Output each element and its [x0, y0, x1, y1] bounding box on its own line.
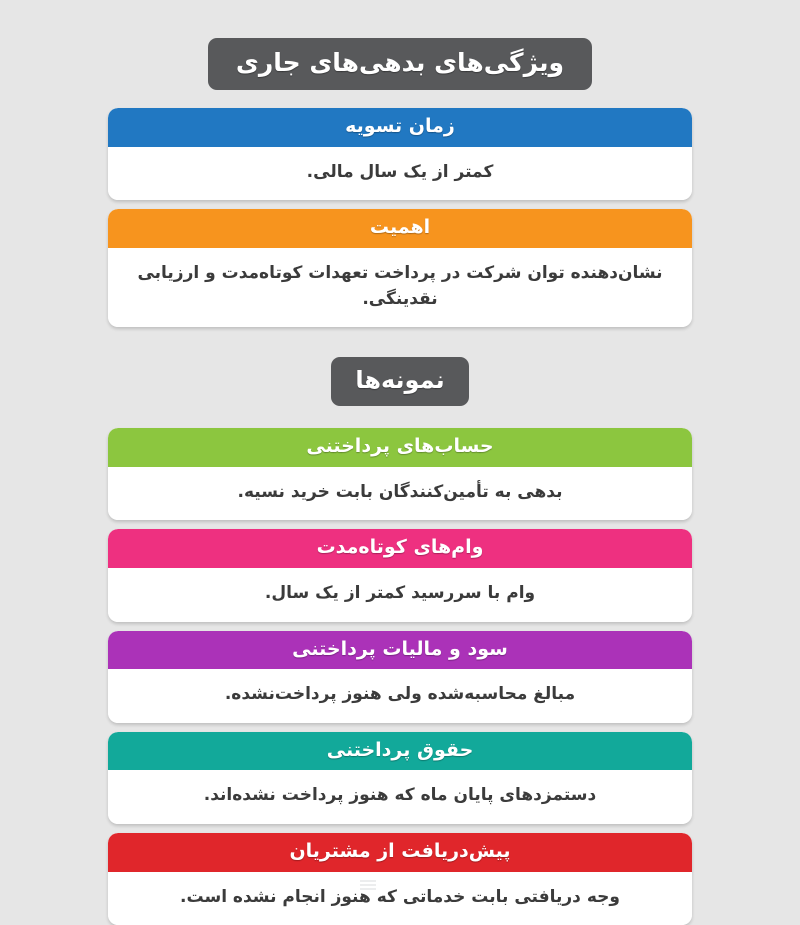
card-body-importance: نشان‌دهنده توان شرکت در پرداخت تعهدات کوتاه‌مدت و ارزیابی نقدینگی. [108, 248, 692, 327]
main-section-cards [108, 108, 692, 327]
card-settlement-time [108, 108, 692, 200]
card-accounts-payable [108, 428, 692, 520]
card-header-customer-advances: پیش‌دریافت از مشتریان [108, 833, 692, 872]
card-interest-and-tax-payable [108, 631, 692, 723]
card-body-customer-advances: وجه دریافتی بابت خدماتی که هنوز انجام نشده است. [108, 872, 692, 925]
main-section-title-container [0, 38, 800, 90]
card-importance [108, 209, 692, 327]
card-header-short-term-loans: وام‌های کوتاه‌مدت [108, 529, 692, 568]
card-body-interest-and-tax-payable: مبالغ محاسبه‌شده ولی هنوز پرداخت‌نشده. [108, 669, 692, 723]
card-header-settlement-time: زمان تسویه [108, 108, 692, 147]
card-customer-advances [108, 833, 692, 925]
card-header-accounts-payable: حساب‌های پرداختنی [108, 428, 692, 467]
card-header-salaries-payable: حقوق پرداختنی [108, 732, 692, 771]
examples-section-title-container [0, 357, 800, 406]
main-section-title: ویژگی‌های بدهی‌های جاری [208, 38, 592, 90]
card-body-accounts-payable: بدهی به تأمین‌کنندگان بابت خرید نسیه. [108, 467, 692, 521]
card-body-short-term-loans: وام با سررسید کمتر از یک سال. [108, 568, 692, 622]
card-body-salaries-payable: دستمزدهای پایان ماه که هنوز پرداخت نشده‌اند. [108, 770, 692, 824]
watermark-artifact [360, 878, 376, 892]
card-short-term-loans [108, 529, 692, 621]
examples-section-cards [108, 428, 692, 925]
card-body-settlement-time: کمتر از یک سال مالی. [108, 147, 692, 201]
card-header-importance: اهمیت [108, 209, 692, 248]
examples-section-title: نمونه‌ها [331, 357, 468, 406]
card-header-interest-and-tax-payable: سود و مالیات پرداختنی [108, 631, 692, 670]
card-salaries-payable [108, 732, 692, 824]
